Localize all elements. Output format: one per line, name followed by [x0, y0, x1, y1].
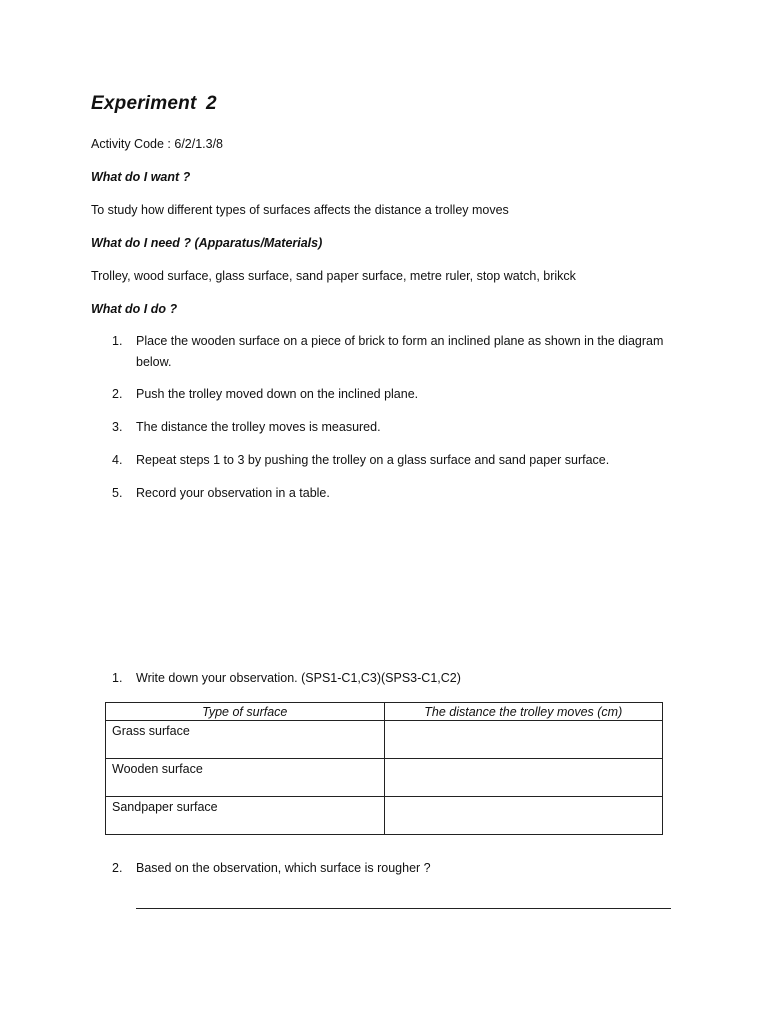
table-row [106, 721, 663, 759]
question-text: Write down your observation. (SPS1-C1,C3)(SPS3-C1,C2) [136, 671, 461, 685]
activity-code: Activity Code : 6/2/1.3/8 [91, 137, 224, 151]
question-number: 2. [112, 861, 123, 875]
distance-cell[interactable] [384, 797, 662, 835]
experiment-title: Experiment 2 [91, 93, 217, 114]
question-number: 1. [112, 671, 123, 685]
surface-cell: Grass surface [106, 721, 385, 759]
do-heading: What do I do ? [91, 302, 178, 316]
step-text: Place the wooden surface on a piece of brick to form an inclined plane as shown in the diagram below. [136, 334, 664, 369]
column-header-surface: Type of surface [106, 703, 385, 721]
step-number: 3. [112, 420, 123, 434]
step-number: 5. [112, 486, 123, 500]
step-text: Record your observation in a table. [136, 486, 330, 500]
step-number: 4. [112, 453, 123, 467]
step-number: 1. [112, 334, 123, 348]
distance-cell[interactable] [384, 721, 662, 759]
need-text: Trolley, wood surface, glass surface, sand paper surface, metre ruler, stop watch, brikck [91, 269, 576, 283]
step-text: Repeat steps 1 to 3 by pushing the trolley on a glass surface and sand paper surface. [136, 453, 610, 467]
surface-cell: Wooden surface [106, 759, 385, 797]
table-header-row [106, 703, 663, 721]
table-row [106, 759, 663, 797]
observation-table [105, 702, 663, 835]
want-text: To study how different types of surfaces affects the distance a trolley moves [91, 203, 509, 217]
column-header-distance: The distance the trolley moves (cm) [384, 703, 662, 721]
table-row [106, 797, 663, 835]
question-text: Based on the observation, which surface is rougher ? [136, 861, 431, 875]
step-number: 2. [112, 387, 123, 401]
distance-cell[interactable] [384, 759, 662, 797]
surface-cell: Sandpaper surface [106, 797, 385, 835]
need-heading: What do I need ? (Apparatus/Materials) [91, 236, 323, 250]
want-heading: What do I want ? [91, 170, 191, 184]
step-text: Push the trolley moved down on the inclined plane. [136, 387, 419, 401]
step-text: The distance the trolley moves is measured. [136, 420, 381, 434]
answer-line[interactable] [136, 898, 671, 909]
